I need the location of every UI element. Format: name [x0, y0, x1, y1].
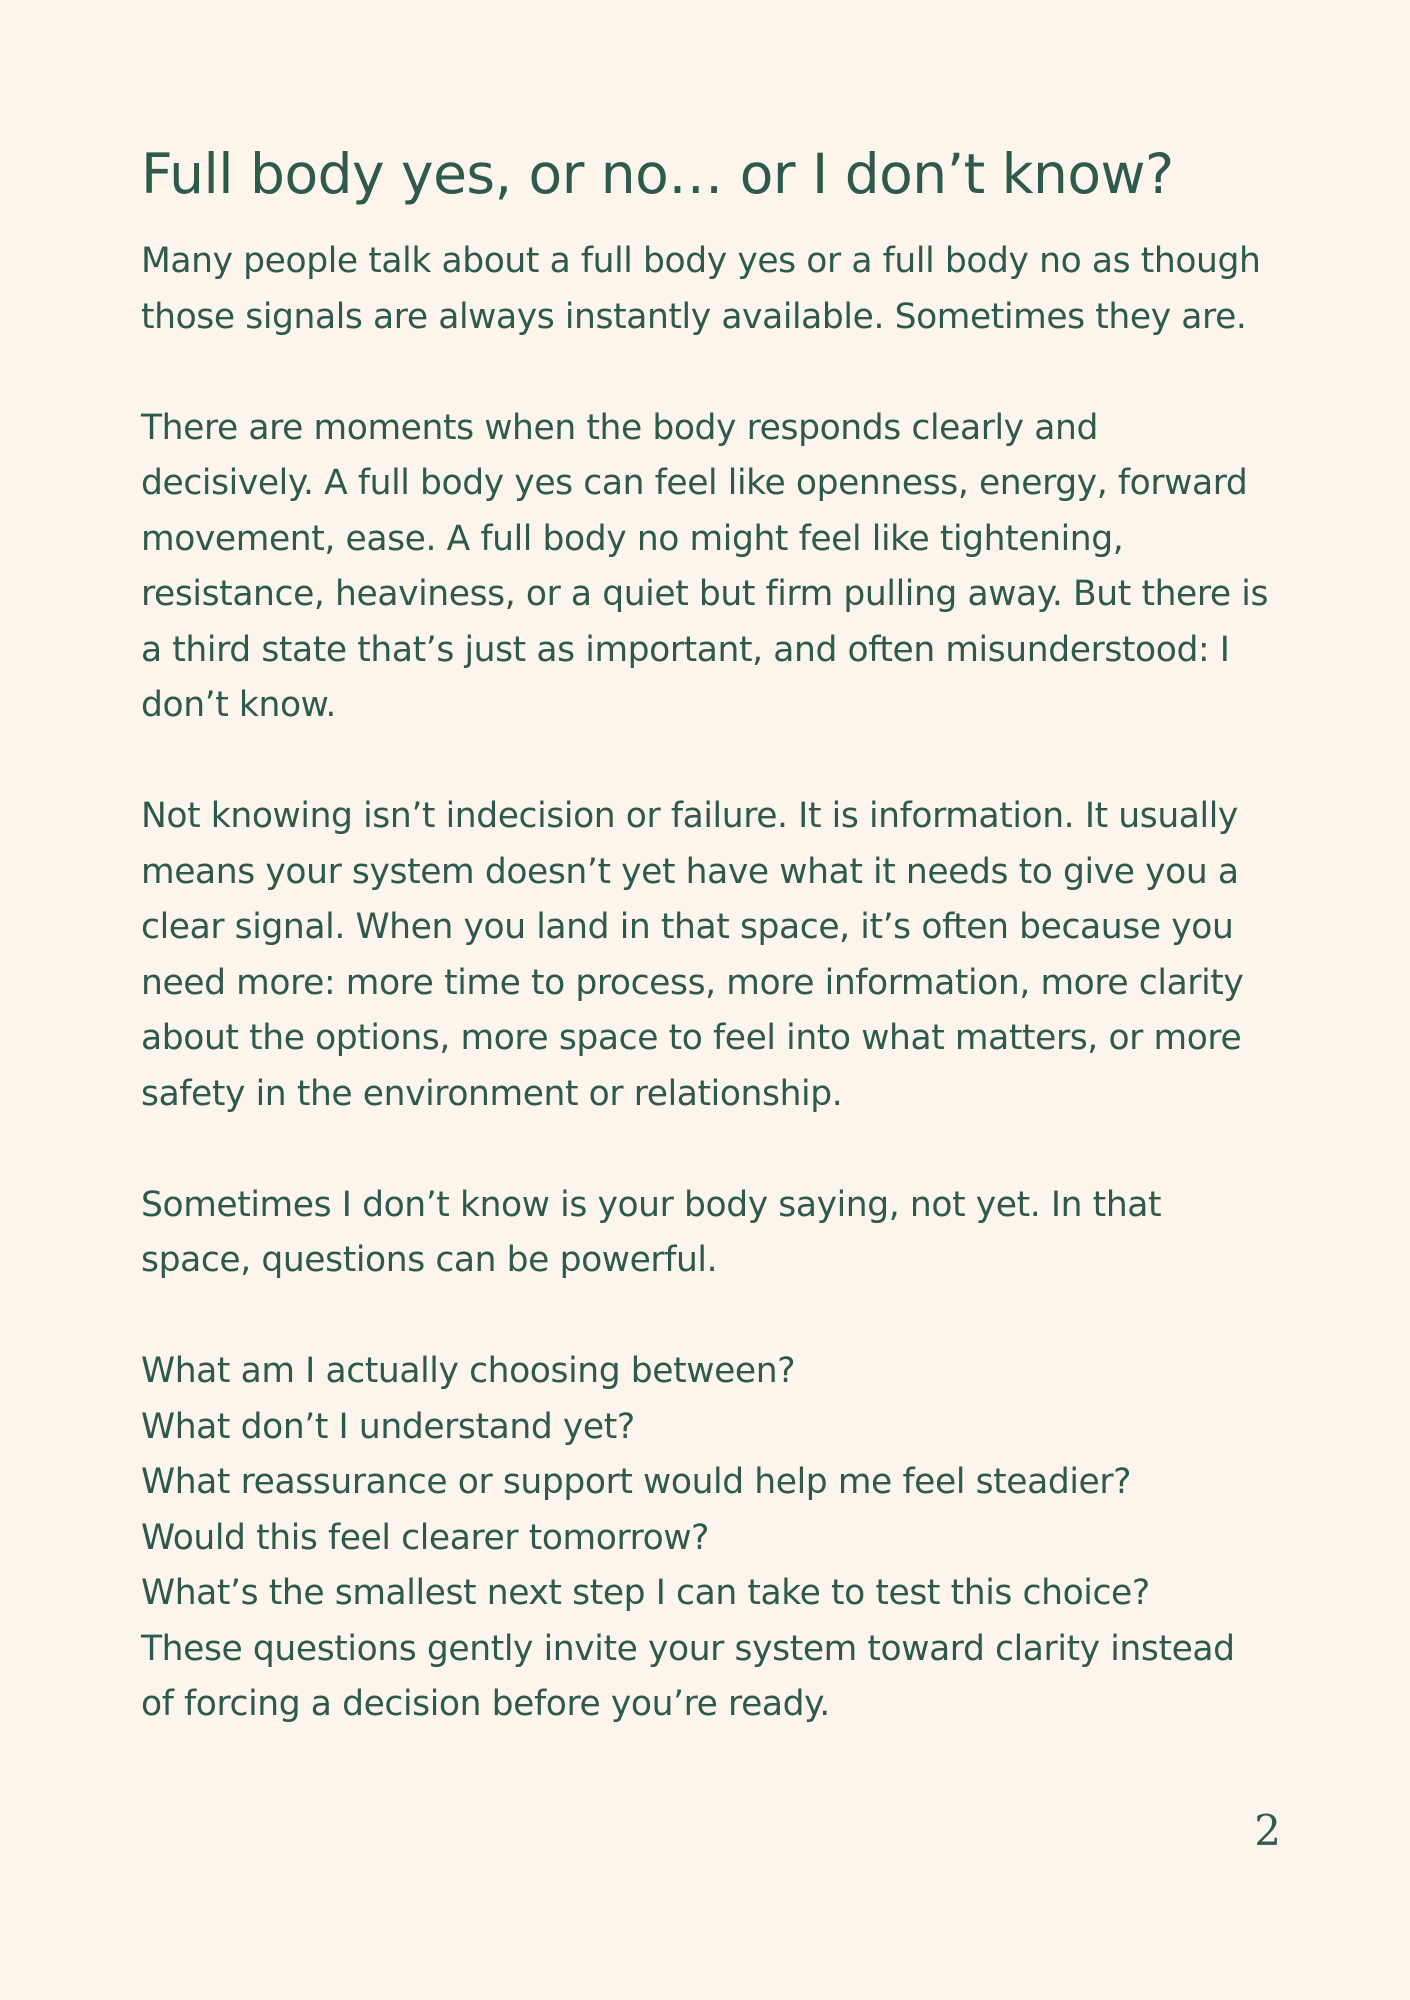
- paragraph-not-knowing: Not knowing isn’t indecision or failure. It is information. It usually means your system doesn’t yet have what it needs to give you a clear signal. When you land in that space, it’s often because you need more: more time to process, more information, more clarity about the options, more space to feel into what matters, or more safety in the environment or relationship.: [141, 796, 1244, 1114]
- question-item: What’s the smallest next step I can take to test this choice?: [141, 1573, 1150, 1613]
- page-content: [141, 136, 1271, 1733]
- page-number: 2: [1254, 1806, 1281, 1855]
- paragraph-body-signals: There are moments when the body responds clearly and decisively. A full body yes can feel like openness, energy, forward movement, ease. A full body no might feel like tightening, resistance, heaviness, or a quiet but firm pulling away. But there is a third state that’s just as important, and often misunderstood: I don’t know.: [141, 407, 1269, 725]
- question-item: What am I actually choosing between?: [141, 1351, 796, 1391]
- paragraph-not-yet: Sometimes I don’t know is your body saying, not yet. In that space, questions can be powerful.: [141, 1184, 1162, 1280]
- page-heading: Full body yes, or no… or I don’t know?: [141, 142, 1174, 206]
- question-item: Would this feel clearer tomorrow?: [141, 1517, 710, 1558]
- question-item: What don’t I understand yet?: [141, 1406, 635, 1447]
- question-list: [141, 1344, 1271, 1622]
- paragraph-intro: Many people talk about a full body yes or a full body no as though those signals are always instantly available. Sometimes they are.: [141, 241, 1261, 337]
- paragraph-closing: These questions gently invite your system toward clarity instead of forcing a decision before you’re ready.: [141, 1628, 1235, 1724]
- question-item: What reassurance or support would help me feel steadier?: [141, 1462, 1132, 1502]
